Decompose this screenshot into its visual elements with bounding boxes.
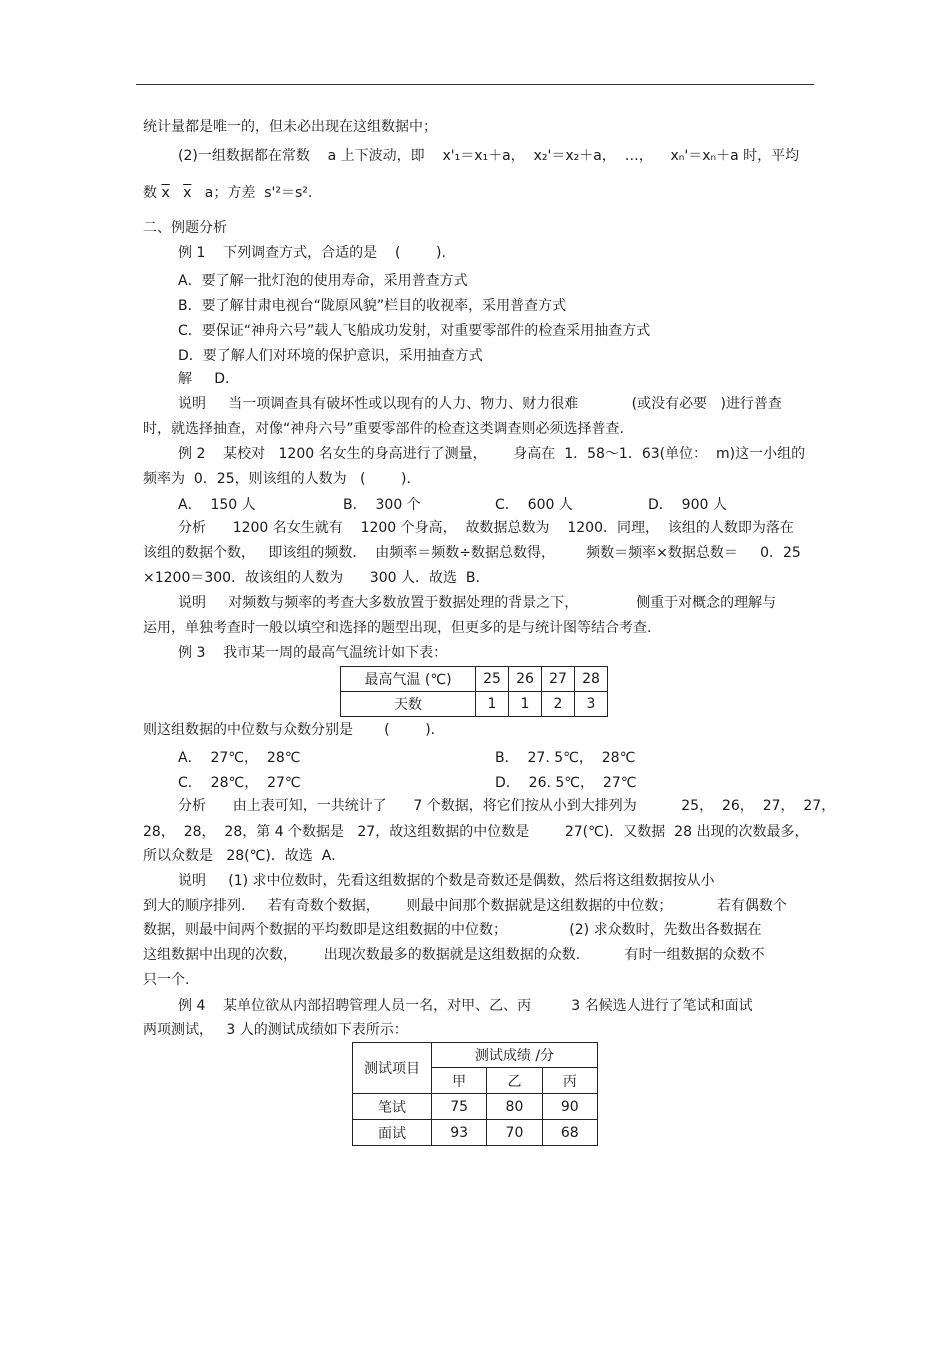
intro-line-3-c: a；方差 s'²＝s². [191,185,313,201]
ex1-question: 例 1 下列调查方式，合适的是 ( ). [178,245,446,261]
ex3-analysis-3: 所以众数是 28(℃)．故选 A． [143,848,346,864]
score-cell: 75 [432,1094,487,1120]
temp-table-header: 最高气温 (℃) [341,667,476,692]
intro-line-3-a: 数 [143,185,162,201]
temp-cell: 28 [575,667,608,692]
temperature-table [340,666,608,717]
ex1-note-1: 说明 当一项调查具有破坏性或以现有的人力、物力、财力很难 (或没有必要 )进行普查 [178,396,782,412]
ex1-option-b: B．要了解甘肃电视台“陇原风貌”栏目的收视率，采用普查方式 [178,298,567,314]
ex2-analysis-1: 分析 1200 名女生就有 1200 个身高， 故数据总数为 1200．同理， 该组的人数即为落在 [178,520,794,536]
score-cell: 90 [542,1094,597,1120]
intro-line-3-b [170,185,183,201]
scores-table [352,1042,598,1146]
ex3-question-2: 则这组数据的中位数与众数分别是 ( )． [143,722,445,738]
ex2-note-2: 运用，单独考查时一般以填空和选择的题型出现，但更多的是与统计图等结合考查. [143,620,652,636]
ex1-option-d: D．要了解人们对环境的保护意识，采用抽查方式 [178,348,483,364]
ex3-note-3: 数据，则最中间两个数据的平均数即是这组数据的中位数； (2) 求众数时，先数出各数据在 [143,922,762,938]
ex2-question-2: 频率为 0．25，则该组的人数为 ( )． [143,471,421,487]
ex1-option-a: A．要了解一批灯泡的使用寿命，采用普查方式 [178,273,468,289]
days-label: 天数 [341,692,476,717]
ex3-option-c: C． 28℃， 27℃ [178,775,301,791]
ex3-note-4: 这组数据中出现的次数， 出现次数最多的数据就是这组数据的众数. 有时一组数据的众数不 [143,947,765,963]
candidate-header: 甲 [432,1068,487,1094]
ex3-option-b: B． 27. 5℃， 28℃ [495,750,636,766]
ex3-analysis-2: 28， 28， 28，第 4 个数据是 27，故这组数据的中位数是 27(℃)．又数据 28 出现的次数最多， [143,824,809,840]
mean-x-prime: $\overline{x}$ [161,185,170,201]
ex2-note-1: 说明 对频数与频率的考查大多数放置于数据处理的背景之下， 侧重于对概念的理解与 [178,595,777,611]
ex2-option-c: C． 600 人 [495,497,573,513]
ex3-analysis-1: 分析 由上表可知，一共统计了 7 个数据，将它们按从小到大排列为 25， 26， 27， 27， [178,798,836,814]
ex3-note-5: 只一个. [143,972,190,988]
temp-cell: 25 [476,667,509,692]
ex2-question-1: 例 2 某校对 1200 名女生的身高进行了测量， 身高在 1．58～1．63(单位： m)这一小组的 [178,446,806,462]
days-cell: 3 [575,692,608,717]
mean-x: $\overline{x}$ [183,185,192,201]
temp-cell: 27 [542,667,575,692]
row-label: 面试 [353,1120,432,1146]
ex2-option-d: D． 900 人 [648,497,727,513]
ex1-note-2: 时，就选择抽查，对像“神舟六号”重要零部件的检查这类调查则必须选择普查. [143,421,624,437]
ex3-question: 例 3 我市某一周的最高气温统计如下表： [178,645,448,661]
ex2-analysis-3: ×1200＝300．故该组的人数为 300 人．故选 B． [143,570,490,586]
score-cell: 70 [487,1120,542,1146]
ex3-note-1: 说明 (1) 求中位数时，先看这组数据的个数是奇数还是偶数，然后将这组数据按从小 [178,873,715,889]
score-cell: 68 [542,1120,597,1146]
ex2-option-a: A． 150 人 [178,497,256,513]
days-cell: 1 [509,692,542,717]
item-header: 测试项目 [353,1043,432,1094]
days-cell: 2 [542,692,575,717]
header-rule [136,84,814,85]
intro-line-2: (2)一组数据都在常数 a 上下波动，即 x'₁＝x₁＋a， x₂'＝x₂＋a， …， xₙ'＝xₙ＋a 时，平均 [178,148,800,164]
days-cell: 1 [476,692,509,717]
candidate-header: 乙 [487,1068,542,1094]
ex3-option-d: D． 26. 5℃， 27℃ [495,775,637,791]
ex3-note-2: 到大的顺序排列. 若有奇数个数据， 则最中间那个数据就是这组数据的中位数； 若有偶数个 [143,898,787,914]
ex2-option-b: B． 300 个 [343,497,421,513]
section-title: 二、例题分析 [143,220,227,236]
ex3-option-a: A． 27℃， 28℃ [178,750,301,766]
score-cell: 80 [487,1094,542,1120]
intro-line-1: 统计量都是唯一的，但未必出现在这组数据中； [143,119,437,135]
score-cell: 93 [432,1120,487,1146]
row-label: 笔试 [353,1094,432,1120]
temp-cell: 26 [509,667,542,692]
ex4-question-1: 例 4 某单位欲从内部招聘管理人员一名，对甲、乙、丙 3 名候选人进行了笔试和面试 [178,998,753,1014]
ex2-analysis-2: 该组的数据个数， 即该组的频数． 由频率＝频数÷数据总数得， 频数＝频率×数据总数＝ 0．25 [143,545,801,561]
intro-line-3 [143,184,312,202]
ex1-option-c: C．要保证“神舟六号”载人飞船成功发射，对重要零部件的检查采用抽查方式 [178,323,651,339]
ex4-question-2: 两项测试， 3 人的测试成绩如下表所示： [143,1022,408,1038]
ex1-answer: 解 D． [178,371,240,387]
candidate-header: 丙 [542,1068,597,1094]
score-header: 测试成绩 /分 [432,1043,598,1068]
